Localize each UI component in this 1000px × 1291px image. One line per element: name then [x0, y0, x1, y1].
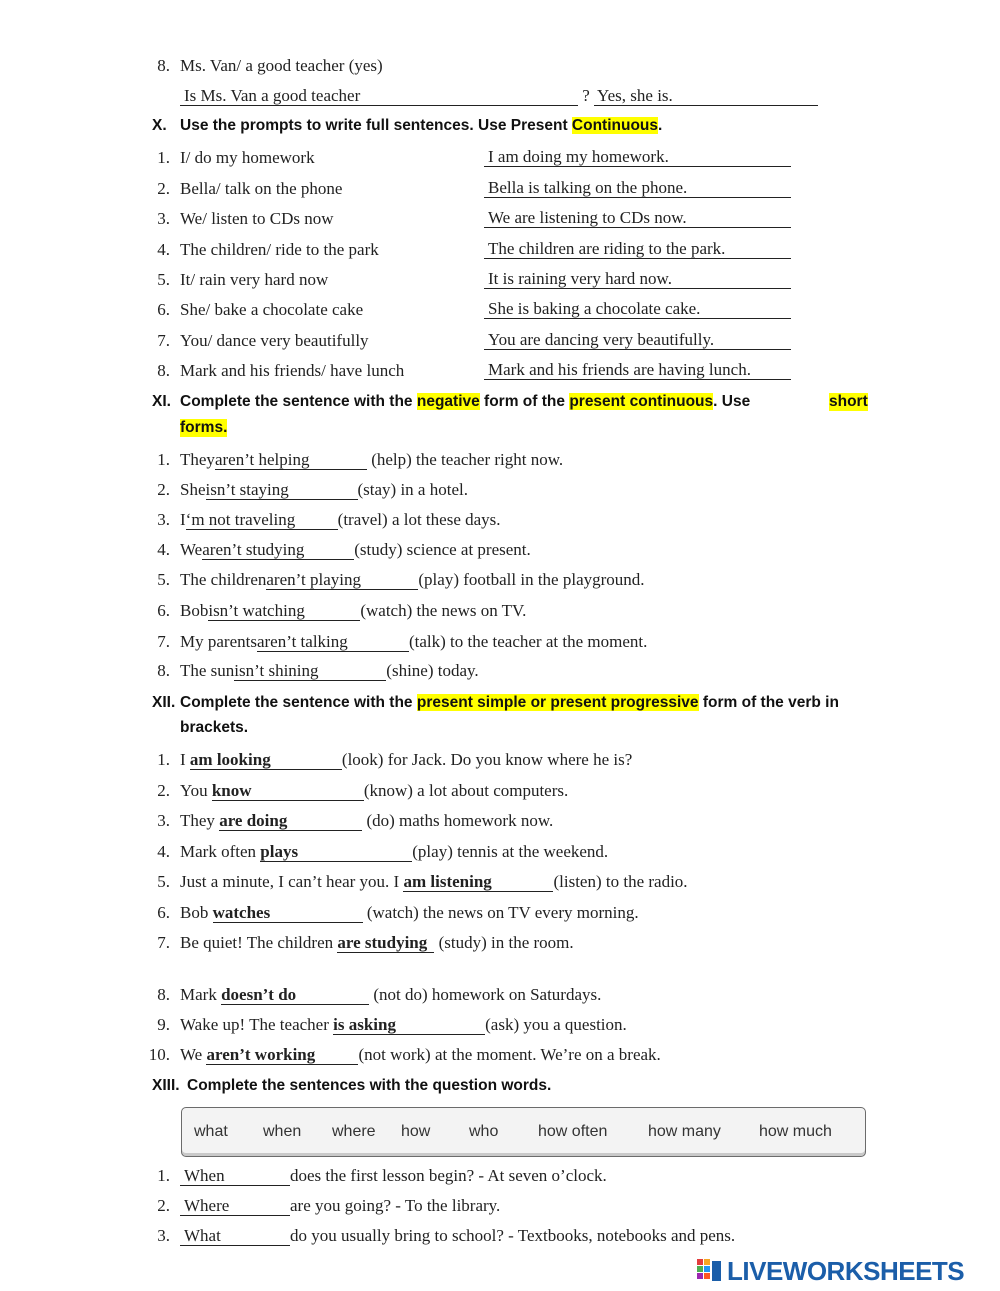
answer-field[interactable] [180, 87, 578, 106]
sentence-start: Just a minute, I can’t hear you. I [180, 872, 404, 891]
answer-text: It is raining very hard now. [488, 269, 672, 288]
sentence-row [180, 903, 639, 923]
highlight: Continuous [571, 117, 659, 134]
sentence-end: (play) football in the playground. [418, 570, 645, 589]
section-instruction: Complete the sentence with the [180, 694, 417, 711]
item-number: 7. [157, 933, 170, 952]
answer-field[interactable] [484, 179, 791, 198]
word-bank-word[interactable]: how much [759, 1123, 832, 1140]
answer-field[interactable]: doesn’t do [221, 986, 369, 1005]
prompt-text: Ms. Van/ a good teacher (yes) [180, 56, 383, 75]
item-number: 8. [157, 361, 170, 380]
answer-field[interactable]: aren’t studying [202, 541, 354, 560]
answer-text: We are listening to CDs now. [488, 208, 687, 227]
section-instruction: brackets. [180, 719, 249, 736]
highlight: short [829, 393, 868, 410]
section-number: X. [152, 117, 167, 134]
item-number: 3. [157, 209, 170, 228]
answer-field[interactable]: aren’t playing [266, 571, 418, 590]
item-number: 5. [157, 570, 170, 589]
prompt-text: You/ dance very beautifully [180, 331, 369, 350]
answer-field[interactable]: isn’t staying [206, 481, 358, 500]
answer-field[interactable]: aren’t working [206, 1046, 358, 1065]
item-number: 7. [157, 632, 170, 651]
prompt-text: It/ rain very hard now [180, 270, 329, 289]
answer-field[interactable]: am listening [403, 873, 553, 892]
sentence-row [180, 1045, 661, 1065]
sentence-start: The children [180, 570, 267, 589]
answer-field[interactable]: are doing [219, 812, 362, 831]
sentence-end: (do) maths homework now. [362, 811, 554, 830]
punctuation: . [658, 117, 663, 134]
item-number: 8. [157, 985, 170, 1004]
item-number: 1. [157, 148, 170, 167]
sentence-start: Bob [180, 601, 209, 620]
sentence-end: (listen) to the radio. [553, 872, 688, 891]
item-number: 6. [157, 300, 170, 319]
answer-field[interactable]: isn’t watching [208, 602, 360, 621]
sentence-end: (help) the teacher right now. [366, 450, 564, 469]
sentence-start: They [180, 450, 215, 469]
answer-field[interactable] [484, 361, 791, 380]
sentence-row [180, 1196, 500, 1216]
item-number: 2. [157, 781, 170, 800]
answer-field[interactable]: ‘m not traveling [186, 511, 338, 530]
prompt-text: Mark and his friends/ have lunch [180, 361, 405, 380]
item-number: 5. [157, 872, 170, 891]
section-heading [152, 393, 751, 411]
sentence-end: does the first lesson begin? - At seven o’clock. [290, 1166, 607, 1185]
answer-field[interactable]: are studying [337, 934, 434, 953]
sentence-start: She [180, 480, 206, 499]
item-number: 3. [157, 510, 170, 529]
answer-field[interactable]: isn’t shining [234, 662, 386, 681]
sentence-start: I [180, 510, 186, 529]
sentence-row [180, 842, 608, 862]
section-heading [152, 117, 663, 135]
answer-field[interactable] [484, 148, 791, 167]
answer-field[interactable] [594, 87, 818, 106]
sentence-start: My parents [180, 632, 257, 651]
sentence-end: (know) a lot about computers. [363, 781, 569, 800]
item-number: 6. [157, 903, 170, 922]
item-number: 8. [157, 56, 170, 75]
sentence-start: Mark [180, 985, 222, 1004]
sentence-row [180, 450, 563, 470]
sentence-row [180, 811, 553, 831]
item-number: 4. [157, 842, 170, 861]
word-bank-word[interactable]: how many [648, 1123, 721, 1140]
word-bank-word[interactable]: how [401, 1123, 431, 1140]
answer-field[interactable] [484, 209, 791, 228]
answer-row [180, 86, 818, 106]
answer-field[interactable]: know [212, 782, 364, 801]
prompt-text: We/ listen to CDs now [180, 209, 334, 228]
sentence-row [180, 480, 468, 500]
prompt-text: The children/ ride to the park [180, 240, 379, 259]
answer-field[interactable] [484, 300, 791, 319]
section-heading [152, 1077, 552, 1095]
answer-text: She is baking a chocolate cake. [488, 299, 701, 318]
sentence-row [180, 601, 526, 621]
section-instruction: Complete the sentence with the [180, 393, 417, 410]
logo-blocks-icon [697, 1259, 723, 1283]
sentence-start: The sun [180, 661, 235, 680]
answer-field[interactable]: When [180, 1167, 290, 1186]
sentence-start: We [180, 540, 203, 559]
sentence-start: You [180, 781, 212, 800]
sentence-end: (not do) homework on Saturdays. [369, 985, 602, 1004]
answer-field[interactable]: What [180, 1227, 290, 1246]
sentence-end: (ask) you a question. [485, 1015, 627, 1034]
item-number: 9. [157, 1015, 170, 1034]
item-number: 3. [157, 811, 170, 830]
answer-text: You are dancing very beautifully. [488, 330, 715, 349]
item-number: 1. [157, 450, 170, 469]
sentence-start: Mark often [180, 842, 261, 861]
sentence-row [180, 632, 647, 652]
section-instruction: Complete the sentences with the question words. [187, 1077, 552, 1094]
sentence-row [180, 781, 568, 801]
sentence-row [180, 510, 501, 530]
sentence-start: Bob [180, 903, 213, 922]
sentence-end: (shine) today. [386, 661, 479, 680]
highlight: present continuous [569, 393, 714, 410]
item-number: 1. [157, 1166, 170, 1185]
answer-text: Bella is talking on the phone. [488, 178, 688, 197]
answer-text: Yes, she is. [597, 86, 673, 105]
answer-text: I am doing my homework. [488, 147, 669, 166]
sentence-row [180, 872, 688, 892]
item-number: 6. [157, 601, 170, 620]
word-bank [181, 1107, 866, 1157]
section-heading [152, 694, 839, 712]
sentence-row [180, 1226, 735, 1246]
answer-text: Is Ms. Van a good teacher [184, 86, 361, 105]
sentence-start: Be quiet! The children [180, 933, 338, 952]
sentence-end: (watch) the news on TV every morning. [362, 903, 639, 922]
sentence-end: (study) science at present. [354, 540, 531, 559]
word-bank-word[interactable]: how often [538, 1123, 608, 1140]
item-number: 5. [157, 270, 170, 289]
answer-text: Mark and his friends are having lunch. [488, 360, 751, 379]
highlight: forms. [180, 419, 228, 436]
sentence-end: (watch) the news on TV. [360, 601, 527, 620]
item-number: 4. [157, 540, 170, 559]
section-number: XIII. [152, 1077, 180, 1094]
sentence-end: do you usually bring to school? - Textbooks, notebooks and pens. [290, 1226, 736, 1245]
sentence-row [180, 1015, 627, 1035]
section-instruction: . Use [713, 393, 751, 410]
sentence-start: I [180, 750, 190, 769]
answer-field[interactable]: am looking [190, 751, 342, 770]
sentence-row [180, 1166, 607, 1186]
sentence-row [180, 570, 645, 590]
section-instruction: Use the prompts to write full sentences. Use Present [180, 117, 572, 134]
prompt-text: Bella/ talk on the phone [180, 179, 343, 198]
sentence-end: (look) for Jack. Do you know where he is? [341, 750, 633, 769]
answer-field[interactable]: aren’t helping [215, 451, 367, 470]
sentence-row [180, 933, 574, 953]
sentence-end: (talk) to the teacher at the moment. [408, 632, 648, 651]
sentence-start: We [180, 1045, 207, 1064]
highlight: present simple or present progressive [416, 694, 699, 711]
word-bank-word[interactable]: where [332, 1123, 376, 1140]
item-number: 8. [157, 661, 170, 680]
section-number: XI. [152, 393, 171, 410]
section-number: XII. [152, 694, 176, 711]
word-bank-word[interactable]: who [469, 1123, 499, 1140]
answer-field[interactable] [484, 331, 791, 350]
item-number: 4. [157, 240, 170, 259]
sentence-end: are you going? - To the library. [290, 1196, 501, 1215]
sentence-end: (stay) in a hotel. [357, 480, 468, 499]
sentence-row [180, 985, 601, 1005]
answer-field[interactable]: aren’t talking [257, 633, 409, 652]
section-instruction: form of the [479, 393, 570, 410]
brand-name: LIVEWORKSHEETS [727, 1256, 965, 1286]
answer-field[interactable]: is asking [333, 1016, 485, 1035]
item-number: 2. [157, 480, 170, 499]
prompt-text: I/ do my homework [180, 148, 315, 167]
question-mark: ? [582, 86, 590, 105]
word-bank-word[interactable]: what [194, 1123, 228, 1140]
sentence-start: Wake up! The teacher [180, 1015, 334, 1034]
answer-text: The children are riding to the park. [488, 239, 726, 258]
sentence-end: (play) tennis at the weekend. [412, 842, 609, 861]
sentence-row [180, 661, 479, 681]
section-instruction: form of the verb in [698, 694, 839, 711]
highlight: negative [416, 393, 480, 410]
sentence-end: (study) in the room. [434, 933, 574, 952]
answer-field[interactable]: plays [260, 843, 412, 862]
answer-field[interactable]: Where [180, 1197, 290, 1216]
item-number: 2. [157, 179, 170, 198]
sentence-end: (travel) a lot these days. [337, 510, 501, 529]
answer-field[interactable]: watches [213, 904, 363, 923]
answer-field[interactable] [484, 270, 791, 289]
sentence-row [180, 750, 632, 770]
item-number: 10. [148, 1045, 170, 1064]
sentence-row [180, 540, 531, 560]
sentence-start: They [180, 811, 220, 830]
item-number: 2. [157, 1196, 170, 1215]
item-number: 1. [157, 750, 170, 769]
sentence-end: (not work) at the moment. We’re on a break. [358, 1045, 661, 1064]
item-number: 7. [157, 331, 170, 350]
item-number: 3. [157, 1226, 170, 1245]
prompt-text: She/ bake a chocolate cake [180, 300, 364, 319]
answer-field[interactable] [484, 240, 791, 259]
word-bank-word[interactable]: when [263, 1123, 302, 1140]
